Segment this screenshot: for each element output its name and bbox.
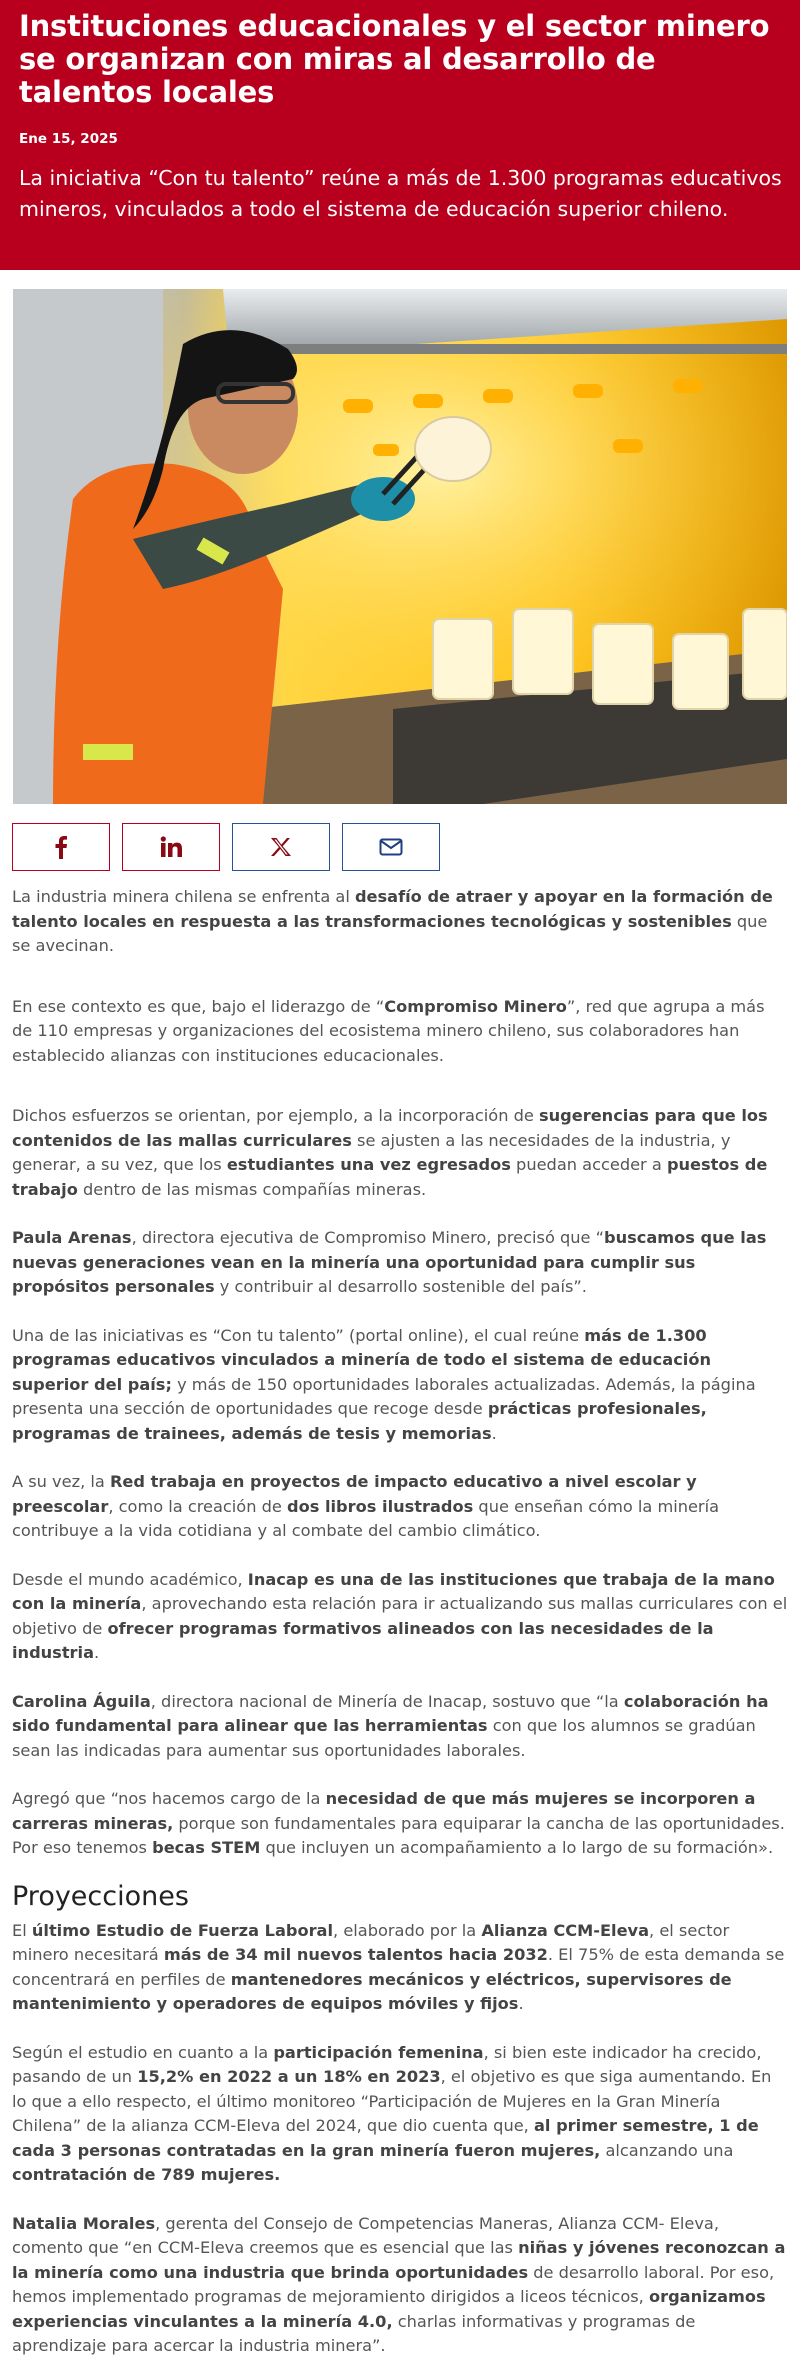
- article-date: Ene 15, 2025: [19, 131, 118, 147]
- article-title: Instituciones educacionales y el sector minero se organizan con miras al desarrollo de talentos locales: [19, 9, 770, 109]
- mail-icon: [379, 838, 403, 856]
- paragraph-context: En ese contexto es que, bajo el liderazgo de “Compromiso Minero”, red que agrupa a más de 110 empresas y organizaciones del ecosistema minero chileno, sus colaboradores han establecido alianzas con instituciones educacionales.: [12, 996, 765, 1065]
- article-lede: La iniciativa “Con tu talento” reúne a más de 1.300 programas educativos mineros, vinculados a todo el sistema de educación superior chileno.: [19, 166, 782, 221]
- linkedin-icon: [160, 836, 182, 858]
- paragraph-red-trabaja: A su vez, la Red trabaja en proyectos de impacto educativo a nivel escolar y preescolar, como la creación de dos libros ilustrados que enseñan cómo la minería contribuye a la vida cotidiana y al combate del cambio climático.: [12, 1472, 720, 1540]
- paragraph-inacap: Desde el mundo académico, Inacap es una de las instituciones que trabaja de la mano con la minería, aprovechando esta relación para ir actualizando sus mallas curriculares con el objetivo de ofrecer programas formativos alineados con las necesidades de la industria.: [12, 1569, 788, 1662]
- paragraph-estudio: El último Estudio de Fuerza Laboral, elaborado por la Alianza CCM-Eleva, el sector minero necesitará más de 34 mil nuevos talentos hacia 2032. El 75% de esta demanda se concentrará en perfiles de mantenedores mecánicos y eléctricos, supervisores de mantenimiento y operadores de equipos móviles y fijos.: [12, 1920, 785, 2013]
- facebook-icon: [54, 835, 68, 859]
- article-body: [0, 871, 800, 2359]
- hero-image: [13, 289, 787, 804]
- share-x-button[interactable]: [232, 823, 330, 871]
- paragraph-participacion: Según el estudio en cuanto a la participación femenina, si bien este indicador ha crecido, pasando de un 15,2% en 2022 a un 18% en 2023, el objetivo es que siga aumentando. En lo que a ello respecto, el último monitoreo “Participación de Mujeres en la Gran Minería Chilena” de la alianza CCM-Eleva del 2024, que dio cuenta que, al primer semestre, 1 de cada 3 personas contratadas en la gran minería fueron mujeres, alcanzando una contratación de 789 mujeres.: [12, 2042, 772, 2184]
- article-header: [0, 0, 800, 270]
- x-icon: [270, 837, 292, 857]
- section-heading-proyecciones: Proyecciones: [12, 1880, 189, 1912]
- paragraph-mujeres: Agregó que “nos hacemos cargo de la necesidad de que más mujeres se incorporen a carreras mineras, porque son fundamentales para equiparar la cancha de las oportunidades. Por eso tenemos becas STEM que incluyen un acompañamiento a lo largo de su formación».: [12, 1789, 785, 1857]
- paragraph-efforts: Dichos esfuerzos se orientan, por ejemplo, a la incorporación de sugerencias para que los contenidos de las mallas curriculares se ajusten a las necesidades de la industria, y generar, a su vez, que los estudiantes una vez egresados puedan acceder a puestos de trabajo dentro de las mismas compañías mineras.: [12, 1106, 768, 1199]
- paragraph-con-tu-talento: Una de las iniciativas es “Con tu talento” (portal online), el cual reúne más de 1.300 programas educativos vinculados a minería de todo el sistema de educación superior del país; y más de 150 oportunidades laborales actualizadas. Además, la página presenta una sección de oportunidades que recoge desde prácticas profesionales, programas de trainees, además de tesis y memorias.: [12, 1325, 756, 1443]
- share-linkedin-button[interactable]: [122, 823, 220, 871]
- share-bar: [12, 823, 800, 871]
- paragraph-intro: La industria minera chilena se enfrenta al desafío de atraer y apoyar en la formación de talento locales en respuesta a las transformaciones tecnológicas y sostenibles que se avecinan.: [12, 887, 773, 955]
- paragraph-natalia-morales: Natalia Morales, gerenta del Consejo de Competencias Maneras, Alianza CCM- Eleva, comento que “en CCM-Eleva creemos que es esencial que las niñas y jóvenes reconozcan a la minería como una industria que brinda oportunidades de desarrollo laboral. Por eso, hemos implementado programas de mejoramiento dirigidos a liceos técnicos, organizamos experiencias vinculantes a la minería 4.0, charlas informativas y programas de aprendizaje para acercar la industria minera”.: [12, 2213, 786, 2355]
- share-email-button[interactable]: [342, 823, 440, 871]
- paragraph-carolina-aguila: Carolina Águila, directora nacional de Minería de Inacap, sostuvo que “la colaboración ha sido fundamental para alinear que las herramientas con que los alumnos se gradúan sean las indicadas para aumentar sus oportunidades laborales.: [12, 1691, 769, 1760]
- paragraph-paula-arenas: Paula Arenas, directora ejecutiva de Compromiso Minero, precisó que “buscamos que las nuevas generaciones vean en la minería una oportunidad para cumplir sus propósitos personales y contribuir al desarrollo sostenible del país”.: [12, 1228, 767, 1296]
- share-facebook-button[interactable]: [12, 823, 110, 871]
